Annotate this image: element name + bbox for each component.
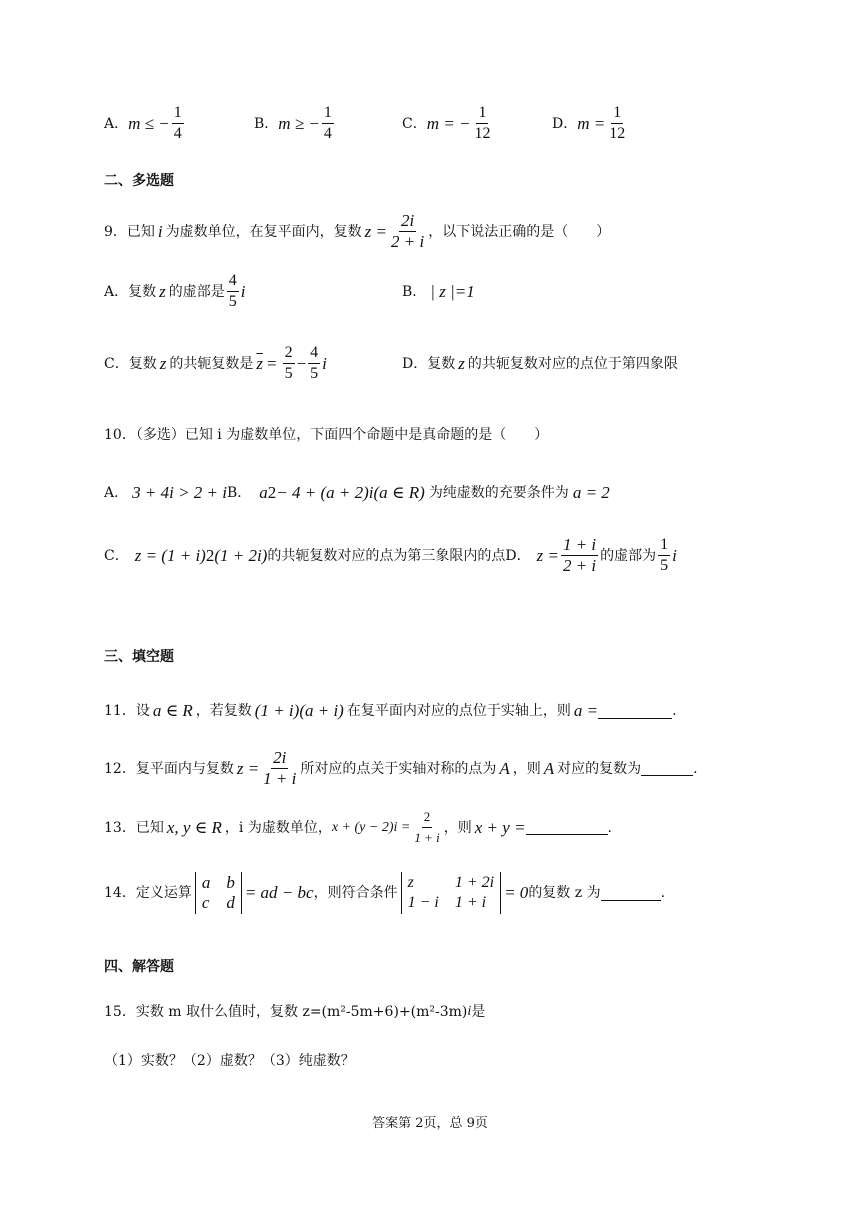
math-symbol: A — [499, 758, 510, 778]
math-symbol: z — [159, 281, 166, 301]
numerator: 2i — [273, 748, 287, 767]
determinant-condition — [401, 872, 502, 914]
denominator: 4 — [323, 125, 332, 142]
question-text: ，则 — [512, 760, 541, 777]
question-text: 为虚数单位，在复平面内，复数 — [165, 223, 362, 240]
numerator: 1 — [658, 536, 670, 556]
question-text: ，若复数 — [195, 703, 252, 719]
option-text: 的虚部是 — [168, 283, 225, 300]
q9-option-d — [402, 355, 678, 373]
math-symbol: i — [467, 1004, 472, 1019]
fraction — [389, 212, 426, 251]
question-text: ，以下说法正确的是（ ） — [428, 223, 611, 240]
option-text: C．复数 — [104, 355, 157, 372]
question-text: 11．设 — [104, 703, 150, 719]
denominator: 5 — [310, 365, 319, 382]
question-text: . — [660, 885, 666, 901]
matrix-entry: 1 − i — [407, 894, 439, 911]
option-expression: m = − — [426, 113, 471, 133]
math-symbol: A — [543, 758, 555, 778]
option-text: 为纯虚数的充要条件为 — [428, 485, 569, 501]
math-symbol: i — [157, 221, 163, 241]
option-label: B． — [402, 284, 427, 300]
question-text: 12．复平面内与复数 — [104, 760, 234, 777]
option-label: B． — [254, 115, 279, 132]
question-text: 9．已知 — [104, 223, 155, 240]
denominator: 2 + i — [391, 232, 425, 251]
math-expression: (1 + 2i) — [214, 545, 268, 565]
fraction — [607, 104, 627, 143]
question-text: 的复数 z 为 — [528, 885, 601, 901]
option-expression: m ≥ − — [278, 113, 320, 133]
question-text: 是 — [471, 1004, 486, 1020]
numerator: 2 — [422, 808, 433, 828]
numerator: 2 — [283, 344, 295, 364]
math-expression: = 0 — [504, 883, 529, 902]
math-expression: a — [259, 483, 268, 502]
question-10-stem: 10．（多选）已知 i 为虚数单位，下面四个命题中是真命题的是（ ） — [104, 427, 549, 443]
matrix-entry: d — [226, 893, 235, 912]
numerator: 2i — [400, 211, 415, 230]
math-expression: z = — [364, 221, 387, 241]
numerator: 1 — [611, 104, 623, 124]
question-12 — [104, 749, 698, 788]
math-expression: x, y ∈ R — [166, 817, 222, 837]
matrix-entry: a — [201, 873, 211, 892]
question-text: 对应的复数为 — [557, 760, 642, 777]
fraction — [472, 104, 492, 143]
q8-option-c — [402, 104, 494, 143]
math-symbol: i — [240, 281, 246, 301]
question-text: 所对应的点关于实轴对称的点为 — [300, 760, 497, 777]
page-footer: 答案第 2页，总 9页 — [372, 1116, 488, 1131]
question-text: ，i 为虚数单位， — [224, 819, 332, 836]
option-label: C． — [104, 547, 129, 564]
question-text: ，则 — [443, 819, 472, 836]
math-expression: | z |=1 — [430, 282, 475, 301]
question-text: 15．实数 m 取什么值时，复数 z=(m²-5m+6)+(m²-3m) — [104, 1004, 468, 1020]
matrix-entry: z — [407, 874, 414, 891]
math-expression: a = 2 — [572, 483, 610, 502]
denominator: 12 — [609, 125, 626, 142]
answer-blank[interactable] — [641, 761, 693, 776]
math-operator: − — [296, 353, 307, 373]
question-9-stem — [104, 212, 610, 251]
math-symbol: i — [672, 545, 677, 565]
option-text: 的虚部为 — [600, 547, 657, 564]
option-label: D． — [505, 547, 531, 564]
math-expression: a ∈ R — [152, 701, 193, 720]
math-expression: z = — [536, 545, 559, 565]
option-expression: m = — [577, 113, 606, 133]
conjugate-symbol: $\overline{z}$ — [256, 353, 263, 373]
math-symbol: z — [159, 353, 167, 373]
q9-option-c — [104, 344, 327, 383]
fraction — [172, 104, 184, 143]
question-text: 在复平面内对应的点位于实轴上，则 — [346, 703, 571, 719]
determinant-definition — [195, 872, 242, 914]
math-expression: a = — [573, 701, 599, 720]
exponent: 2 — [205, 545, 215, 565]
fraction — [283, 344, 295, 383]
question-text: 14．定义运算 — [104, 885, 192, 901]
fraction — [227, 272, 239, 311]
denominator: 5 — [284, 365, 293, 382]
fraction — [658, 536, 670, 575]
option-expression: m ≤ − — [128, 113, 170, 133]
option-text: D．复数 — [402, 356, 456, 372]
denominator: 5 — [660, 557, 669, 574]
option-label: B． — [227, 485, 252, 501]
fraction — [412, 808, 441, 847]
question-text: ，则符合条件 — [313, 885, 398, 901]
math-expression: z = (1 + i) — [134, 545, 206, 565]
question-text: . — [672, 703, 677, 719]
denominator: 12 — [474, 125, 491, 142]
option-text: 的共轭复数是 — [169, 355, 254, 372]
matrix-entry: 1 + 2i — [454, 874, 495, 891]
fraction — [308, 344, 320, 383]
numerator: 1 — [476, 104, 488, 124]
denominator: 5 — [228, 293, 237, 310]
determinant-cells — [196, 872, 241, 914]
question-15 — [104, 1003, 485, 1021]
exponent: 2 — [267, 483, 277, 502]
answer-blank[interactable] — [598, 704, 672, 719]
section-heading-fill-in: 三、填空题 — [104, 649, 174, 665]
q10-options-cd — [104, 536, 677, 575]
matrix-entry: 1 + i — [454, 894, 487, 911]
answer-blank[interactable] — [601, 886, 661, 901]
math-expression: 3 + 4i > 2 + i — [132, 483, 227, 502]
numerator: 4 — [227, 272, 239, 292]
math-expression: = ad − bc — [244, 883, 314, 902]
matrix-entry: b — [226, 873, 235, 892]
q8-option-b — [254, 104, 336, 143]
denominator: 2 + i — [562, 556, 597, 575]
math-operator: = — [266, 353, 277, 373]
question-text: 13．已知 — [104, 819, 164, 836]
answer-blank[interactable] — [526, 820, 608, 835]
question-text: . — [693, 760, 698, 777]
option-label: A． — [104, 485, 129, 501]
determinant-bar — [241, 872, 242, 914]
math-expression: (1 + i)(a + i) — [254, 701, 344, 720]
determinant-bar — [500, 872, 501, 914]
q8-option-a — [104, 104, 186, 143]
section-heading-solve: 四、解答题 — [104, 959, 174, 975]
math-symbol: i — [322, 353, 327, 373]
section-heading-multi-choice: 二、多选题 — [104, 173, 174, 189]
numerator: 4 — [308, 344, 320, 364]
math-expression: z = — [236, 758, 260, 778]
question-15-subparts: （1）实数？（2）虚数？（3）纯虚数？ — [104, 1053, 355, 1069]
math-expression: x + y = — [474, 817, 526, 837]
q8-option-d — [552, 104, 629, 143]
option-label: C． — [402, 115, 427, 132]
option-text: 的共轭复数对应的点为第三象限内的点 — [267, 547, 506, 564]
denominator: 1 + i — [263, 769, 297, 788]
option-label: D． — [552, 115, 578, 132]
math-symbol: z — [458, 354, 465, 373]
denominator: 1 + i — [414, 830, 440, 845]
question-text: . — [607, 819, 612, 836]
option-label: A． — [104, 115, 129, 132]
fraction — [322, 104, 334, 143]
numerator: 1 — [322, 104, 334, 124]
math-expression: x + (y − 2)i = — [331, 819, 411, 835]
q9-option-a — [104, 272, 245, 311]
math-expression: − 4 + (a + 2)i(a ∈ R) — [276, 483, 425, 502]
question-14 — [104, 872, 665, 914]
option-text: A．复数 — [104, 283, 157, 300]
fraction — [261, 749, 298, 788]
q9-option-b — [402, 283, 475, 301]
option-text: 的共轭复数对应的点位于第四象限 — [467, 356, 678, 372]
denominator: 4 — [173, 125, 182, 142]
numerator: 1 + i — [562, 535, 597, 554]
numerator: 1 — [172, 104, 184, 124]
matrix-entry: c — [201, 893, 210, 912]
fraction — [561, 536, 598, 575]
question-13 — [104, 808, 612, 847]
question-11 — [104, 702, 677, 720]
q10-options-ab — [104, 484, 610, 502]
determinant-cells — [402, 872, 501, 914]
